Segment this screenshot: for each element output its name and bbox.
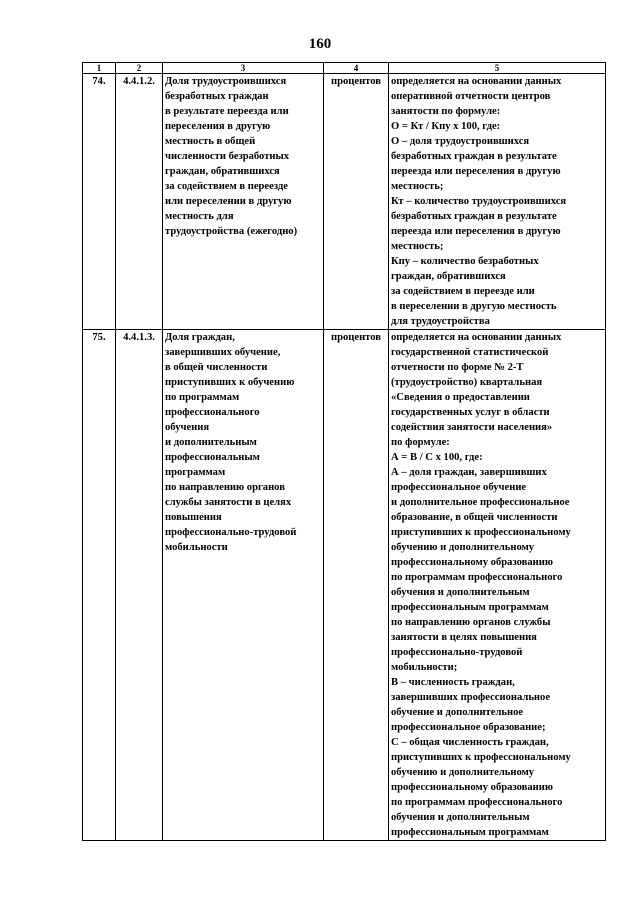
text-line: обучения и дополнительным (391, 587, 530, 598)
text-line: профессиональным программам (391, 602, 549, 613)
text-line: А – доля граждан, завершивших (391, 467, 547, 478)
text-line: повышения (165, 512, 222, 523)
text-line: по формуле: (391, 437, 450, 448)
text-line: Кт – количество трудоустроившихся (391, 196, 567, 207)
row-number: 75. (83, 330, 116, 841)
unit-of-measure: процентов (324, 330, 389, 841)
text-line: государственной статистической (391, 347, 549, 358)
text-line: в результате переезда или (165, 106, 289, 117)
text-line: профессиональным программам (391, 827, 549, 838)
column-header-5: 5 (389, 63, 606, 74)
indicator-code: 4.4.1.3. (116, 330, 163, 841)
text-line: местность; (391, 181, 444, 192)
text-line: или переселении в другую (165, 196, 292, 207)
text-line: переселения в другую (165, 121, 271, 132)
text-line: завершивших профессиональное (391, 692, 551, 703)
text-line: по программам профессионального (391, 797, 563, 808)
text-line: по программам профессионального (391, 572, 563, 583)
text-line: профессиональное образование; (391, 722, 546, 733)
text-line: профессиональному образованию (391, 557, 553, 568)
text-line: граждан, обратившихся (391, 271, 506, 282)
text-line: в общей численности (165, 362, 268, 373)
text-line: С – общая численность граждан, (391, 737, 549, 748)
column-header-3: 3 (163, 63, 324, 74)
indicator-code: 4.4.1.2. (116, 74, 163, 330)
text-line: обучению и дополнительному (391, 767, 535, 778)
text-line: завершивших обучение, (165, 347, 281, 358)
text-line: обучения (165, 422, 210, 433)
text-line: профессиональным (165, 452, 260, 463)
text-line: В – численность граждан, (391, 677, 515, 688)
text-line: за содействием в переезде или (391, 286, 535, 297)
text-line: обучения и дополнительным (391, 812, 530, 823)
header-row (83, 63, 606, 74)
text-line: для трудоустройства (391, 316, 490, 327)
indicator-table (82, 62, 606, 841)
text-line: переезда или переселения в другую (391, 226, 561, 237)
text-line: (трудоустройство) квартальная (391, 377, 543, 388)
text-line: профессионально-трудовой (165, 527, 297, 538)
text-line: безработных граждан в результате (391, 151, 557, 162)
text-line: образование, в общей численности (391, 512, 558, 523)
text-line: программам (165, 467, 226, 478)
text-line: переезда или переселения в другую (391, 166, 561, 177)
text-line: обучение и дополнительное (391, 707, 524, 718)
text-line: профессионально-трудовой (391, 647, 523, 658)
table-row (83, 74, 606, 330)
text-line: профессионального (165, 407, 260, 418)
text-line: Доля граждан, (165, 332, 235, 343)
text-line: трудоустройства (ежегодно) (165, 226, 298, 237)
text-line: обучению и дополнительному (391, 542, 535, 553)
unit-of-measure: процентов (324, 74, 389, 330)
text-line: государственных услуг в области (391, 407, 550, 418)
text-line: службы занятости в целях (165, 497, 292, 508)
text-line: О = Кт / Кпу х 100, где: (391, 121, 501, 132)
text-line: определяется на основании данных (391, 332, 562, 343)
page-number: 160 (308, 36, 332, 52)
text-line: отчетности по форме № 2-Т (391, 362, 524, 373)
text-line: мобильности; (391, 662, 458, 673)
text-line: определяется на основании данных (391, 76, 562, 87)
text-line: граждан, обратившихся (165, 166, 280, 177)
text-line: профессиональное обучение (391, 482, 527, 493)
text-line: А = В / С х 100, где: (391, 452, 483, 463)
text-line: и дополнительное профессиональное (391, 497, 570, 508)
text-line: оперативной отчетности центров (391, 91, 551, 102)
text-line: «Сведения о предоставлении (391, 392, 530, 403)
table-row (83, 330, 606, 841)
indicator-name (163, 74, 324, 330)
text-line: Доля трудоустроившихся (165, 76, 287, 87)
column-header-4: 4 (324, 63, 389, 74)
text-line: за содействием в переезде (165, 181, 288, 192)
text-line: содействия занятости населения» (391, 422, 553, 433)
text-line: приступивших к профессиональному (391, 527, 571, 538)
text-line: приступивших к профессиональному (391, 752, 571, 763)
text-line: безработных граждан (165, 91, 269, 102)
text-line: приступивших к обучению (165, 377, 295, 388)
text-line: местность для (165, 211, 234, 222)
calculation-method (389, 330, 606, 841)
text-line: мобильности (165, 542, 228, 553)
text-line: безработных граждан в результате (391, 211, 557, 222)
text-line: в переселении в другую местность (391, 301, 557, 312)
text-line: местность в общей (165, 136, 256, 147)
text-line: по программам (165, 392, 240, 403)
text-line: Кпу – количество безработных (391, 256, 539, 267)
text-line: местность; (391, 241, 444, 252)
text-line: по направлению органов (165, 482, 285, 493)
column-header-1: 1 (83, 63, 116, 74)
text-line: профессиональному образованию (391, 782, 553, 793)
row-number: 74. (83, 74, 116, 330)
text-line: О – доля трудоустроившихся (391, 136, 530, 147)
column-header-2: 2 (116, 63, 163, 74)
indicator-name (163, 330, 324, 841)
text-line: численности безработных (165, 151, 290, 162)
text-line: по направлению органов службы (391, 617, 551, 628)
text-line: и дополнительным (165, 437, 257, 448)
calculation-method (389, 74, 606, 330)
text-line: занятости по формуле: (391, 106, 501, 117)
text-line: занятости в целях повышения (391, 632, 537, 643)
